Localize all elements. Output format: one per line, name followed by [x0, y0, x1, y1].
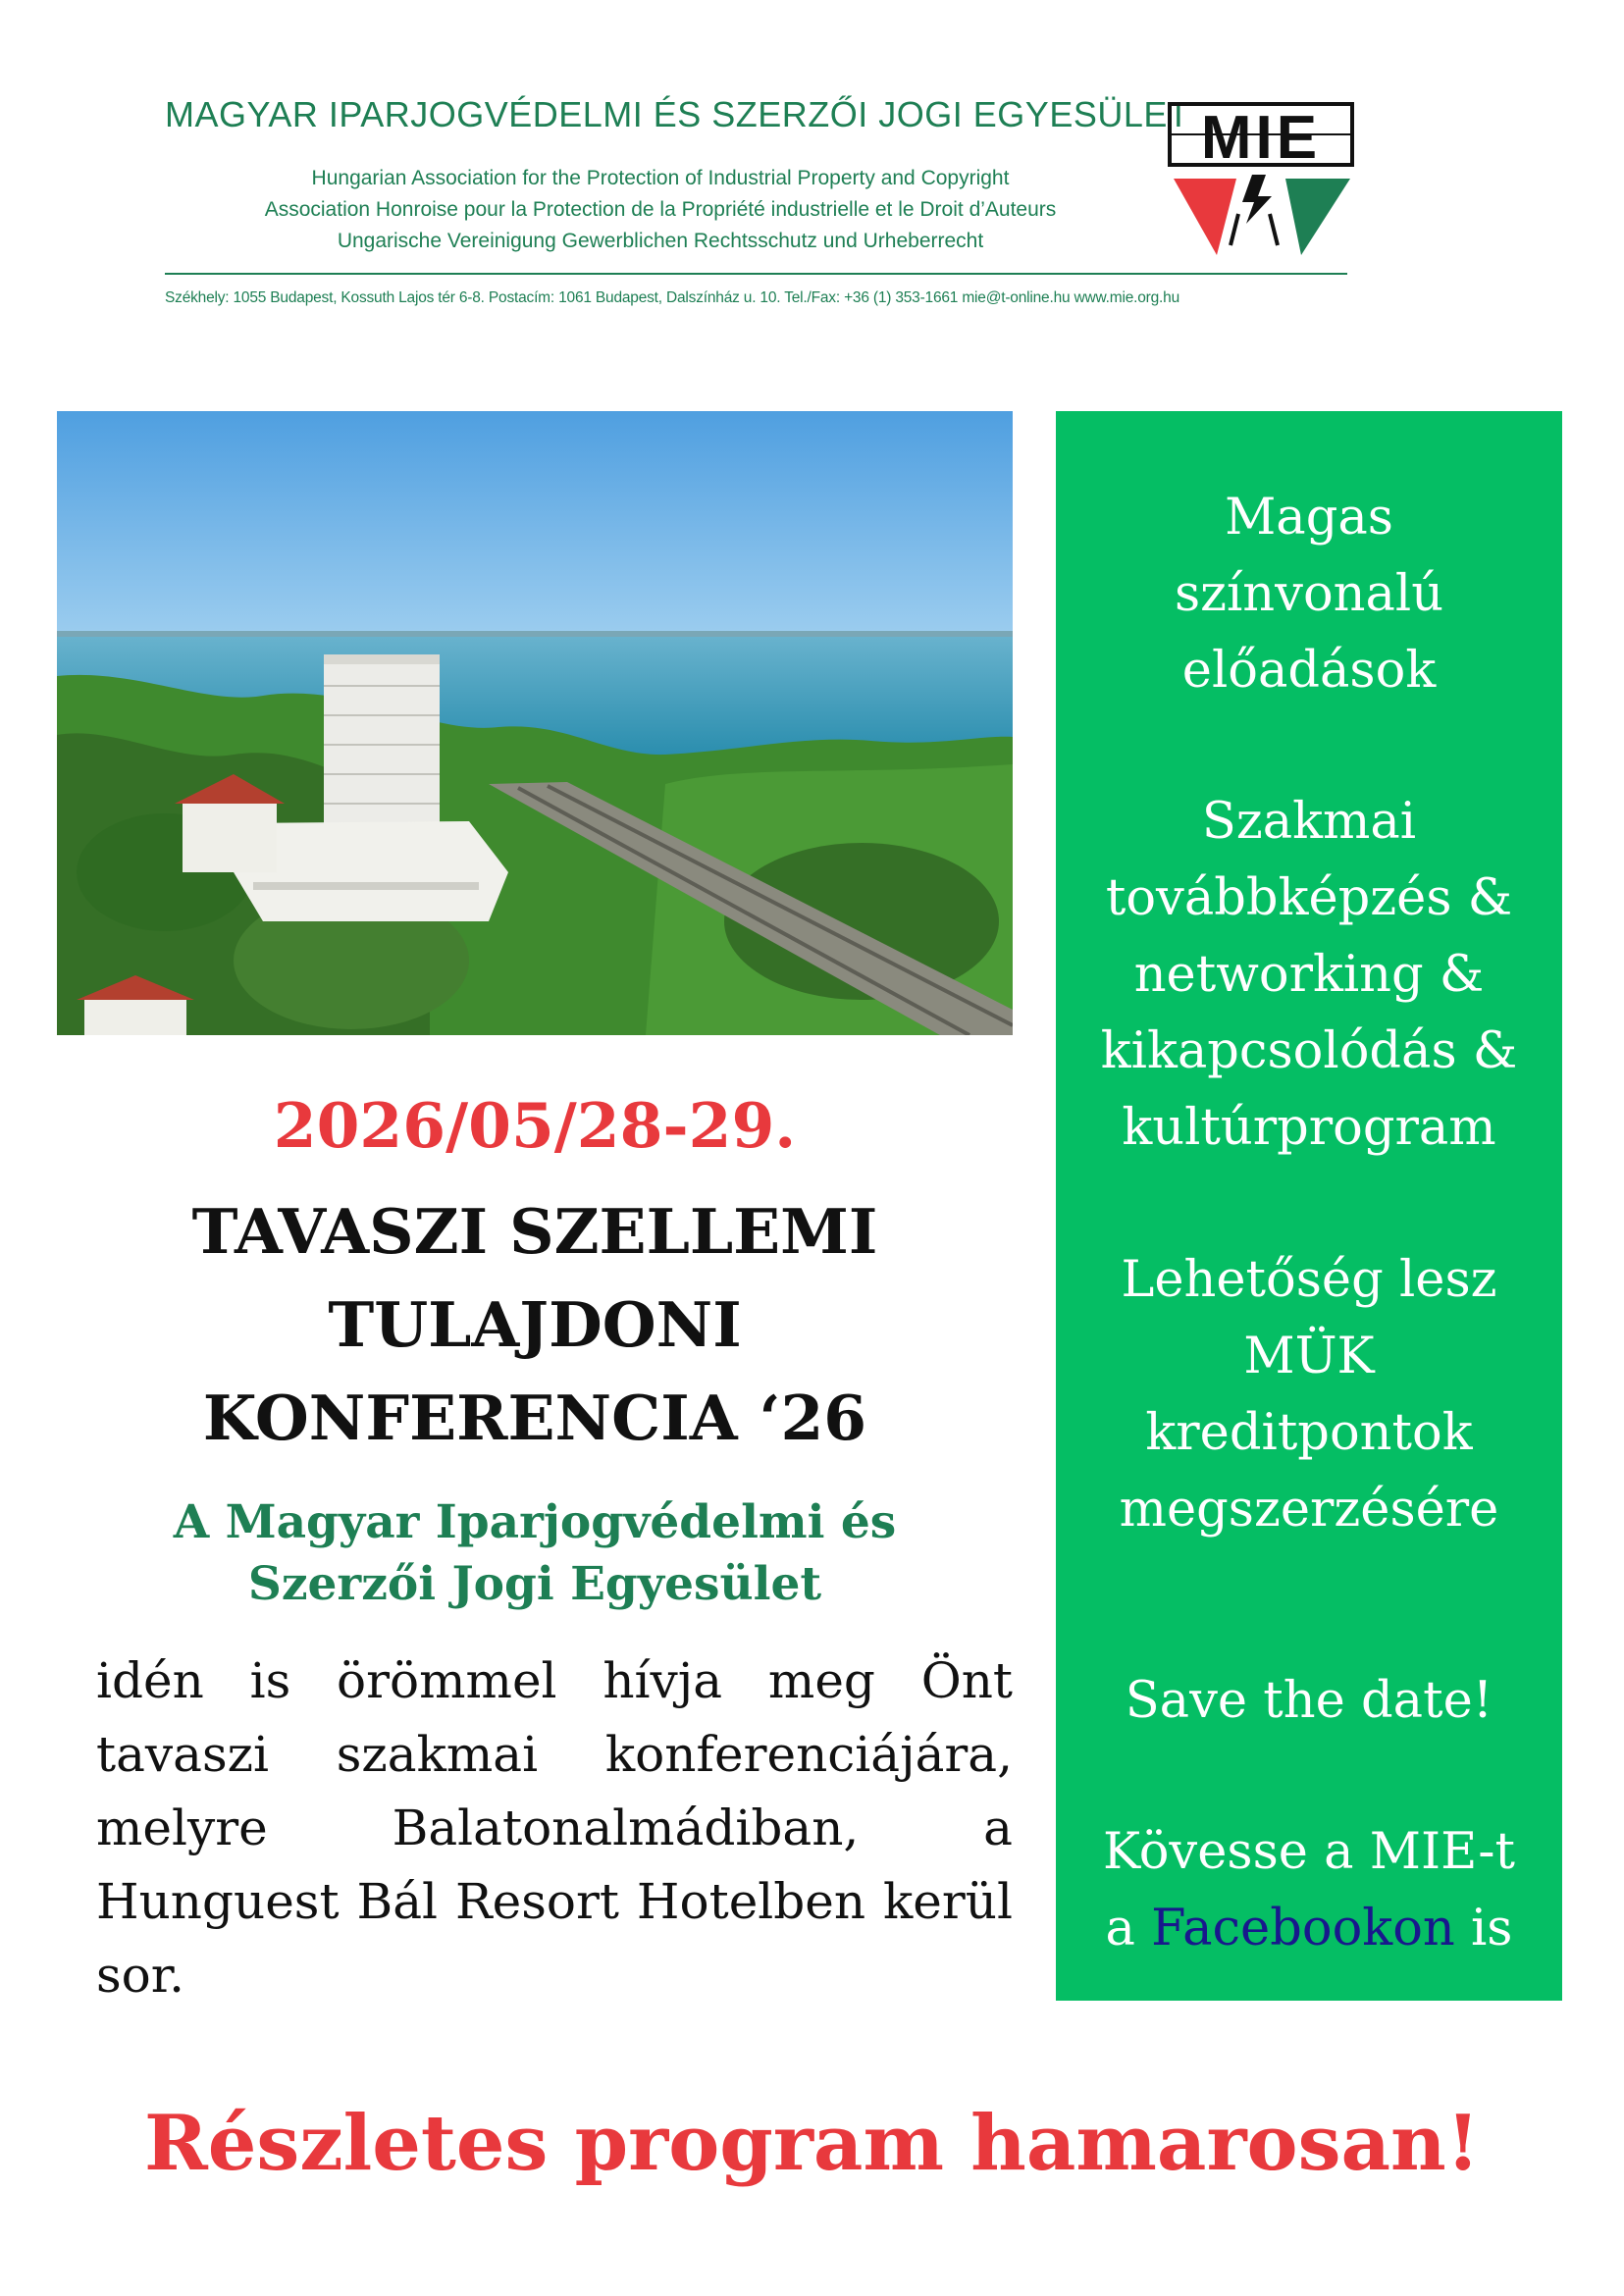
highlight-training	[1056, 784, 1562, 1167]
facebook-link[interactable]: Facebookon	[1151, 1900, 1455, 1957]
program-coming-soon: Részletes program hamarosan!	[143, 2099, 1480, 2188]
highlight-line: színvonalú	[1174, 565, 1444, 623]
follow-prefix: a	[1105, 1900, 1135, 1957]
highlight-line: megszerzésére	[1119, 1481, 1499, 1539]
address-line: Székhely: 1055 Budapest, Kossuth Lajos tér 6-8. Postacím: 1061 Budapest, Dalszínház u. 10. Tel./Fax: +36 (1) 353-1661 mie@t-online.hu www.mie.org.hu	[165, 289, 1179, 306]
event-date: 2026/05/28-29.	[273, 1089, 797, 1162]
hotel-photo	[57, 411, 1013, 1035]
highlight-line: előadások	[1181, 642, 1437, 700]
conference-title	[57, 1185, 1013, 1465]
highlight-line: Magas	[1225, 489, 1393, 547]
conference-title-line: TULAJDONI	[328, 1288, 742, 1361]
association-name-en: Hungarian Association for the Protection of Industrial Property and Copyright	[311, 167, 1010, 189]
highlight-line: MÜK	[1243, 1328, 1375, 1385]
mie-logo	[1168, 98, 1354, 265]
invitation-text: idén is örömmel hívja meg Önt tavaszi szakmai konferenciájára, melyre Balatonalmádiban, a Hunguest Bál Resort Hotelben kerül sor.	[96, 1652, 1013, 2004]
highlight-line: Lehetőség lesz	[1121, 1251, 1497, 1309]
highlight-line: továbbképzés &	[1105, 869, 1513, 927]
follow-suffix: is	[1470, 1900, 1513, 1957]
highlights-panel	[1056, 411, 1562, 2001]
highlight-line: kreditpontok	[1145, 1404, 1473, 1462]
save-the-date: Save the date!	[1125, 1672, 1493, 1730]
association-name-de: Ungarische Vereinigung Gewerblichen Rechtsschutz und Urheberrecht	[337, 230, 984, 252]
highlight-line: kikapcsolódás &	[1100, 1022, 1518, 1080]
association-name-fr: Association Honroise pour la Protection de la Propriété industrielle et le Droit d’Auteurs	[264, 198, 1057, 221]
logo-text: MIE	[1200, 104, 1322, 172]
facebook-follow	[1056, 1814, 1562, 1967]
highlight-line: networking &	[1133, 946, 1485, 1004]
conference-title-line: TAVASZI SZELLEMI	[191, 1195, 878, 1268]
hotel-lake-photo-icon	[57, 411, 1013, 1035]
highlight-credits	[1056, 1242, 1562, 1548]
letterhead-divider	[165, 273, 1347, 275]
mie-logo-icon	[1168, 98, 1354, 265]
highlight-line: Szakmai	[1201, 793, 1417, 851]
organizer-name	[57, 1491, 1013, 1615]
highlight-lectures	[1056, 480, 1562, 709]
highlight-line: kultúrprogram	[1122, 1099, 1496, 1157]
follow-line: Kövesse a MIE-t	[1102, 1823, 1516, 1881]
organizer-line: A Magyar Iparjogvédelmi és	[173, 1495, 897, 1549]
association-name: MAGYAR IPARJOGVÉDELMI ÉS SZERZŐI JOGI EGYESÜLET	[165, 94, 1190, 134]
organizer-line: Szerzői Jogi Egyesület	[247, 1557, 822, 1611]
conference-title-line: KONFERENCIA ‘26	[202, 1382, 867, 1454]
